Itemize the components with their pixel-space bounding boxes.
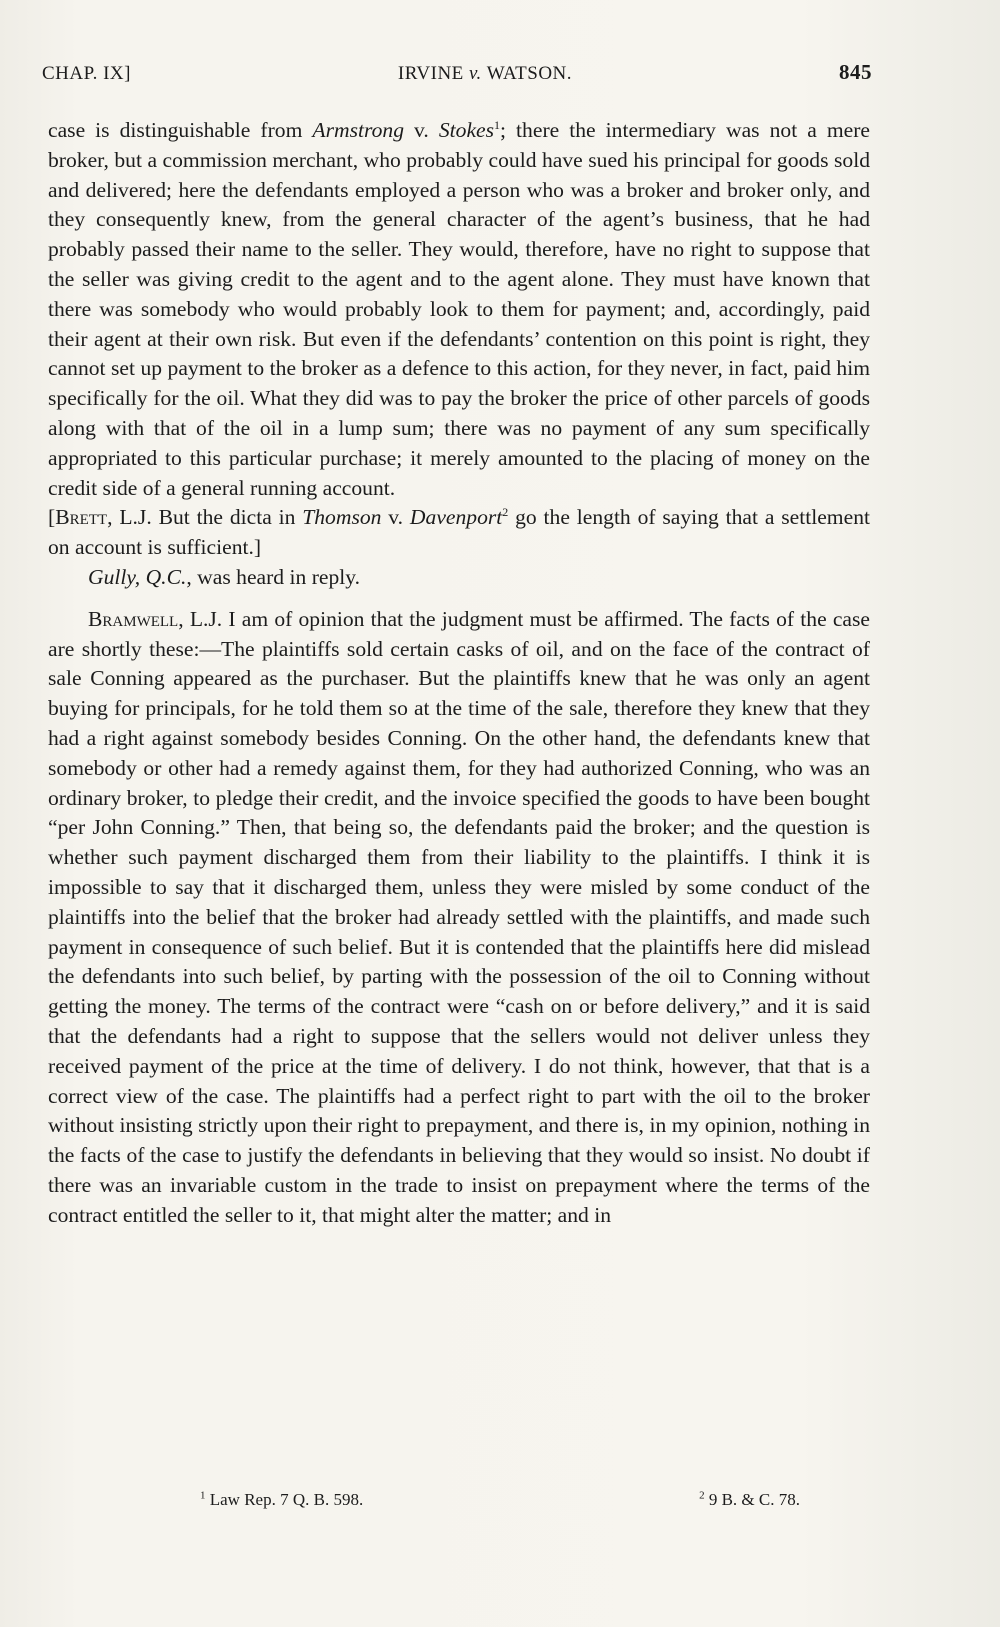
case-title-part-b: WATSON.: [481, 63, 573, 84]
footnote-text: 9 B. & C. 78.: [704, 1490, 800, 1509]
footnote-mark: 1: [200, 1489, 206, 1502]
footnote-2: [699, 1490, 800, 1510]
text-run: , was heard in reply.: [186, 564, 361, 589]
speaker-name: Brett: [55, 505, 108, 530]
counsel-name: Gully, Q.C.: [88, 564, 187, 589]
text-run: v.: [404, 118, 439, 142]
text-run: go the length of saying that a settlement on account is sufficient.]: [48, 505, 870, 560]
paragraph-reply: [48, 563, 870, 593]
paragraph-continued: [48, 116, 870, 503]
page-number: 845: [839, 60, 872, 84]
paragraph-judgment: [48, 605, 870, 1231]
text-run: v.: [381, 505, 410, 530]
paragraph-gap: [48, 593, 870, 605]
case-name: Stokes: [438, 118, 495, 142]
footnote-text: Law Rep. 7 Q. B. 598.: [205, 1490, 364, 1509]
text-run: , L.J. But the dicta in: [107, 505, 303, 530]
judge-name: Bramwell: [88, 606, 179, 631]
case-title-versus: v.: [469, 63, 482, 84]
case-title-part-a: IRVINE: [397, 63, 470, 84]
text-run: [: [48, 505, 56, 530]
case-title: [398, 63, 572, 85]
footnote-ref: 2: [502, 505, 509, 520]
chapter-label: CHAP. IX]: [42, 63, 131, 84]
footnote-1: [200, 1490, 363, 1510]
case-name: Armstrong: [312, 118, 404, 142]
case-name: Davenport: [409, 505, 503, 530]
footnotes: [200, 1490, 800, 1510]
paragraph-interjection: [48, 503, 870, 563]
footnote-ref: 1: [494, 117, 501, 132]
footnote-mark: 2: [699, 1489, 705, 1502]
text-run: case is distinguishable from: [48, 118, 313, 142]
page-body: [48, 116, 870, 1230]
text-run: ; there the intermediary was not a mere broker, but a commission merchant, who probably could have sued his principal for goods sold and delivered; here the defendants employed a person who was a broker and broker only, and they consequently knew, from the general character of the agent’s business, that he had probably passed their name to the seller. They would, therefore, have no right to suppose that the seller was giving credit to the agent and to the agent alone. They must have known that there was somebody who would probably look to them for payment; and, accordingly, paid their agent at their own risk. But even if the defendants’ contention on this point is right, they cannot set up payment to the broker as a defence to this action, for they never, in fact, paid him specifically for the oil. What they did was to pay the broker the price of other parcels of goods along with that of the oil in a lump sum; there was no payment of any sum specifically appropriated to this particular purchase; it merely amounted to the placing of money on the credit side of a general running account.: [48, 118, 871, 500]
running-header: [42, 60, 872, 90]
case-name: Thomson: [302, 505, 382, 530]
text-run: , L.J. I am of opinion that the judgment must be affirmed. The facts of the case are shortly these:—The plaintiffs sold certain casks of oil, and on the face of the contract of sale Conning appeared as the purchaser. But the plaintiffs knew that he was only an agent buying for principals, for he told them so at the time of the sale, therefore they knew that they had a right against somebody besides Conning. On the other hand, the defendants knew that somebody or other had a remedy against them, for they had authorized Conning, who was an ordinary broker, to pledge their credit, and the invoice specified the goods to have been bought “per John Conning.” Then, that being so, the defendants paid the broker; and the question is whether such payment discharged them from their liability to the plaintiffs. I think it is impossible to say that it discharged them, unless they were misled by some conduct of the plaintiffs into the belief that the broker had already settled with the plaintiffs, and made such payment in consequence of such belief. But it is contended that the plaintiffs here did mislead the defendants into such belief, by parting with the possession of the oil to Conning without getting the money. The terms of the contract were “cash on or before delivery,” and it is said that the defendants had a right to suppose that the sellers would not deliver unless they received payment of the price at the time of delivery. I do not think, however, that that is a correct view of the case. The plaintiffs had a perfect right to part with the oil to the broker without insisting strictly upon their right to prepayment, and there is, in my opinion, nothing in the facts of the case to justify the defendants in believing that they would so insist. No doubt if there was an invariable custom in the trade to insist on prepayment where the terms of the contract entitled the seller to it, that might alter the matter; and in: [48, 606, 870, 1227]
